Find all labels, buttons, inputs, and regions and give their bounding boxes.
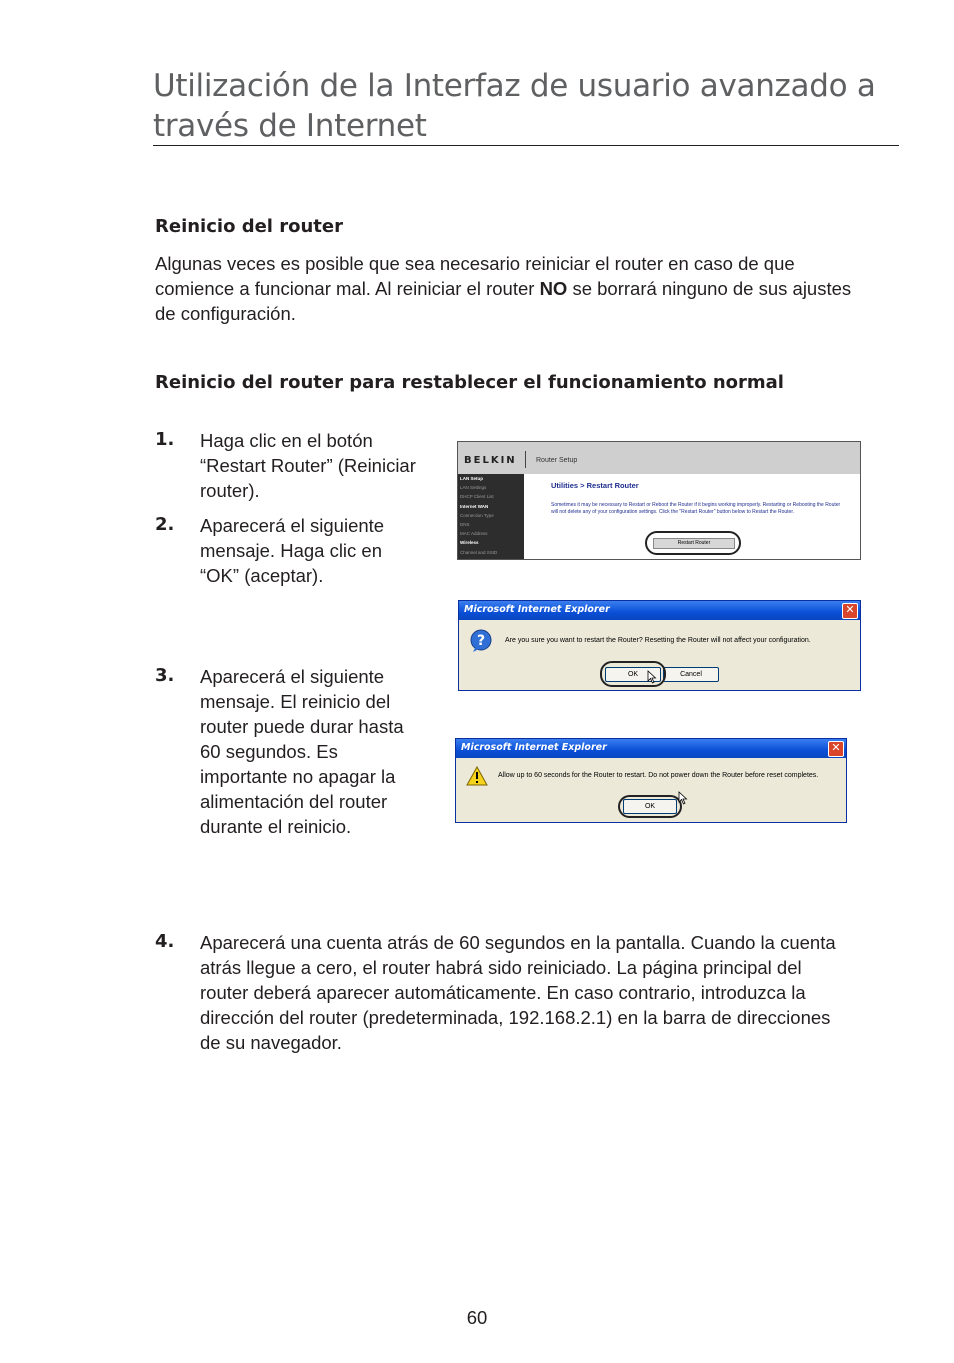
section-heading-restart: Reinicio del router (155, 216, 343, 237)
router-sidebar-item[interactable]: DHCP Client List (460, 494, 494, 500)
restart-router-button[interactable]: Restart Router (653, 538, 735, 549)
intro-text-bold: NO (539, 278, 568, 299)
step-number: 3. (155, 665, 175, 686)
router-sidebar-item[interactable]: Channel and SSID (460, 549, 498, 555)
page-title: Utilización de la Interfaz de usuario avanzado a través de Internet (153, 68, 876, 144)
highlight-ellipse (645, 531, 741, 555)
intro-paragraph (155, 251, 875, 326)
page-number: 60 (466, 1307, 488, 1328)
step-number: 4. (155, 931, 175, 952)
router-breadcrumb: Utilities > Restart Router (551, 481, 639, 490)
confirm-restart-dialog (458, 600, 861, 691)
cancel-button[interactable]: Cancel (663, 667, 719, 682)
dialog-titlebar (459, 601, 860, 620)
router-sidebar-item[interactable]: Internet WAN (460, 503, 489, 509)
dialog-message: Are you sure you want to restart the Router? Resetting the Router will not affect your configuration. (505, 637, 811, 644)
router-sidebar-item[interactable]: LAN Setup (460, 476, 483, 481)
intro-text-after: se borrará ninguno de sus ajustes de configuración. (155, 278, 852, 324)
router-setup-title: Router Setup (536, 457, 578, 464)
dialog-message: Allow up to 60 seconds for the Router to restart. Do not power down the Router before reset completes. (498, 772, 819, 779)
router-sidebar-item[interactable]: Wireless (460, 540, 479, 546)
step-number: 2. (155, 514, 175, 535)
header-divider (525, 451, 526, 468)
highlight-ellipse (618, 795, 682, 818)
question-icon (469, 628, 493, 652)
close-icon[interactable]: ✕ (842, 603, 858, 619)
cursor-icon (647, 670, 657, 684)
ok-button[interactable]: OK (623, 799, 677, 814)
section-heading-normal-function: Reinicio del router para restablecer el funcionamiento normal (155, 372, 784, 393)
router-restart-screenshot (457, 441, 861, 560)
warning-icon (466, 766, 488, 786)
router-sidebar-item[interactable]: DNS (460, 522, 470, 528)
dialog-titlebar (456, 739, 846, 758)
dialog-title: Microsoft Internet Explorer (461, 742, 607, 753)
intro-text-before: Algunas veces es posible que sea necesario reiniciar el router en caso de que comience a funcionar mal. Al reiniciar el router (155, 253, 795, 299)
router-sidebar-item[interactable]: Connection Type (460, 512, 494, 518)
svg-text:?: ? (476, 633, 486, 649)
close-icon[interactable]: ✕ (828, 741, 844, 757)
step-text: Aparecerá el siguiente mensaje. Haga clic en “OK” (aceptar). (200, 515, 385, 586)
cursor-icon (678, 791, 688, 805)
router-sidebar-item[interactable]: LAN Settings (460, 485, 487, 491)
step-text: Haga clic en el botón “Restart Router” (Reiniciar router). (200, 430, 416, 501)
router-description: Sometimes it may be necessary to Restart or Reboot the Router if it begins working improperly. Restarting or Rebooting the Router will not delete any of your configuration settings. Click the "Restart Router" button below to Restart the Router. (551, 502, 841, 515)
belkin-logo: BELKIN (464, 455, 517, 466)
step-number: 1. (155, 429, 175, 450)
restart-wait-dialog (455, 738, 847, 823)
router-header (458, 442, 860, 474)
step-text: Aparecerá el siguiente mensaje. El reinicio del router puede durar hasta 60 segundos. Es importante no apagar la alimentación del router durante el reinicio. (200, 666, 404, 837)
ok-button[interactable]: OK (605, 667, 661, 682)
title-divider (153, 145, 899, 146)
step-text: Aparecerá una cuenta atrás de 60 segundos en la pantalla. Cuando la cuenta atrás llegue a cero, el router habrá sido reiniciado. La página principal del router deberá aparecer automáticamente. En caso contrario, introduzca la dirección del router (predeterminada, 192.168.2.1) en la barra de direcciones de su navegador. (200, 932, 836, 1053)
dialog-title: Microsoft Internet Explorer (464, 604, 610, 615)
router-sidebar-item[interactable]: MAC Address (460, 531, 488, 537)
router-sidebar (458, 474, 524, 559)
